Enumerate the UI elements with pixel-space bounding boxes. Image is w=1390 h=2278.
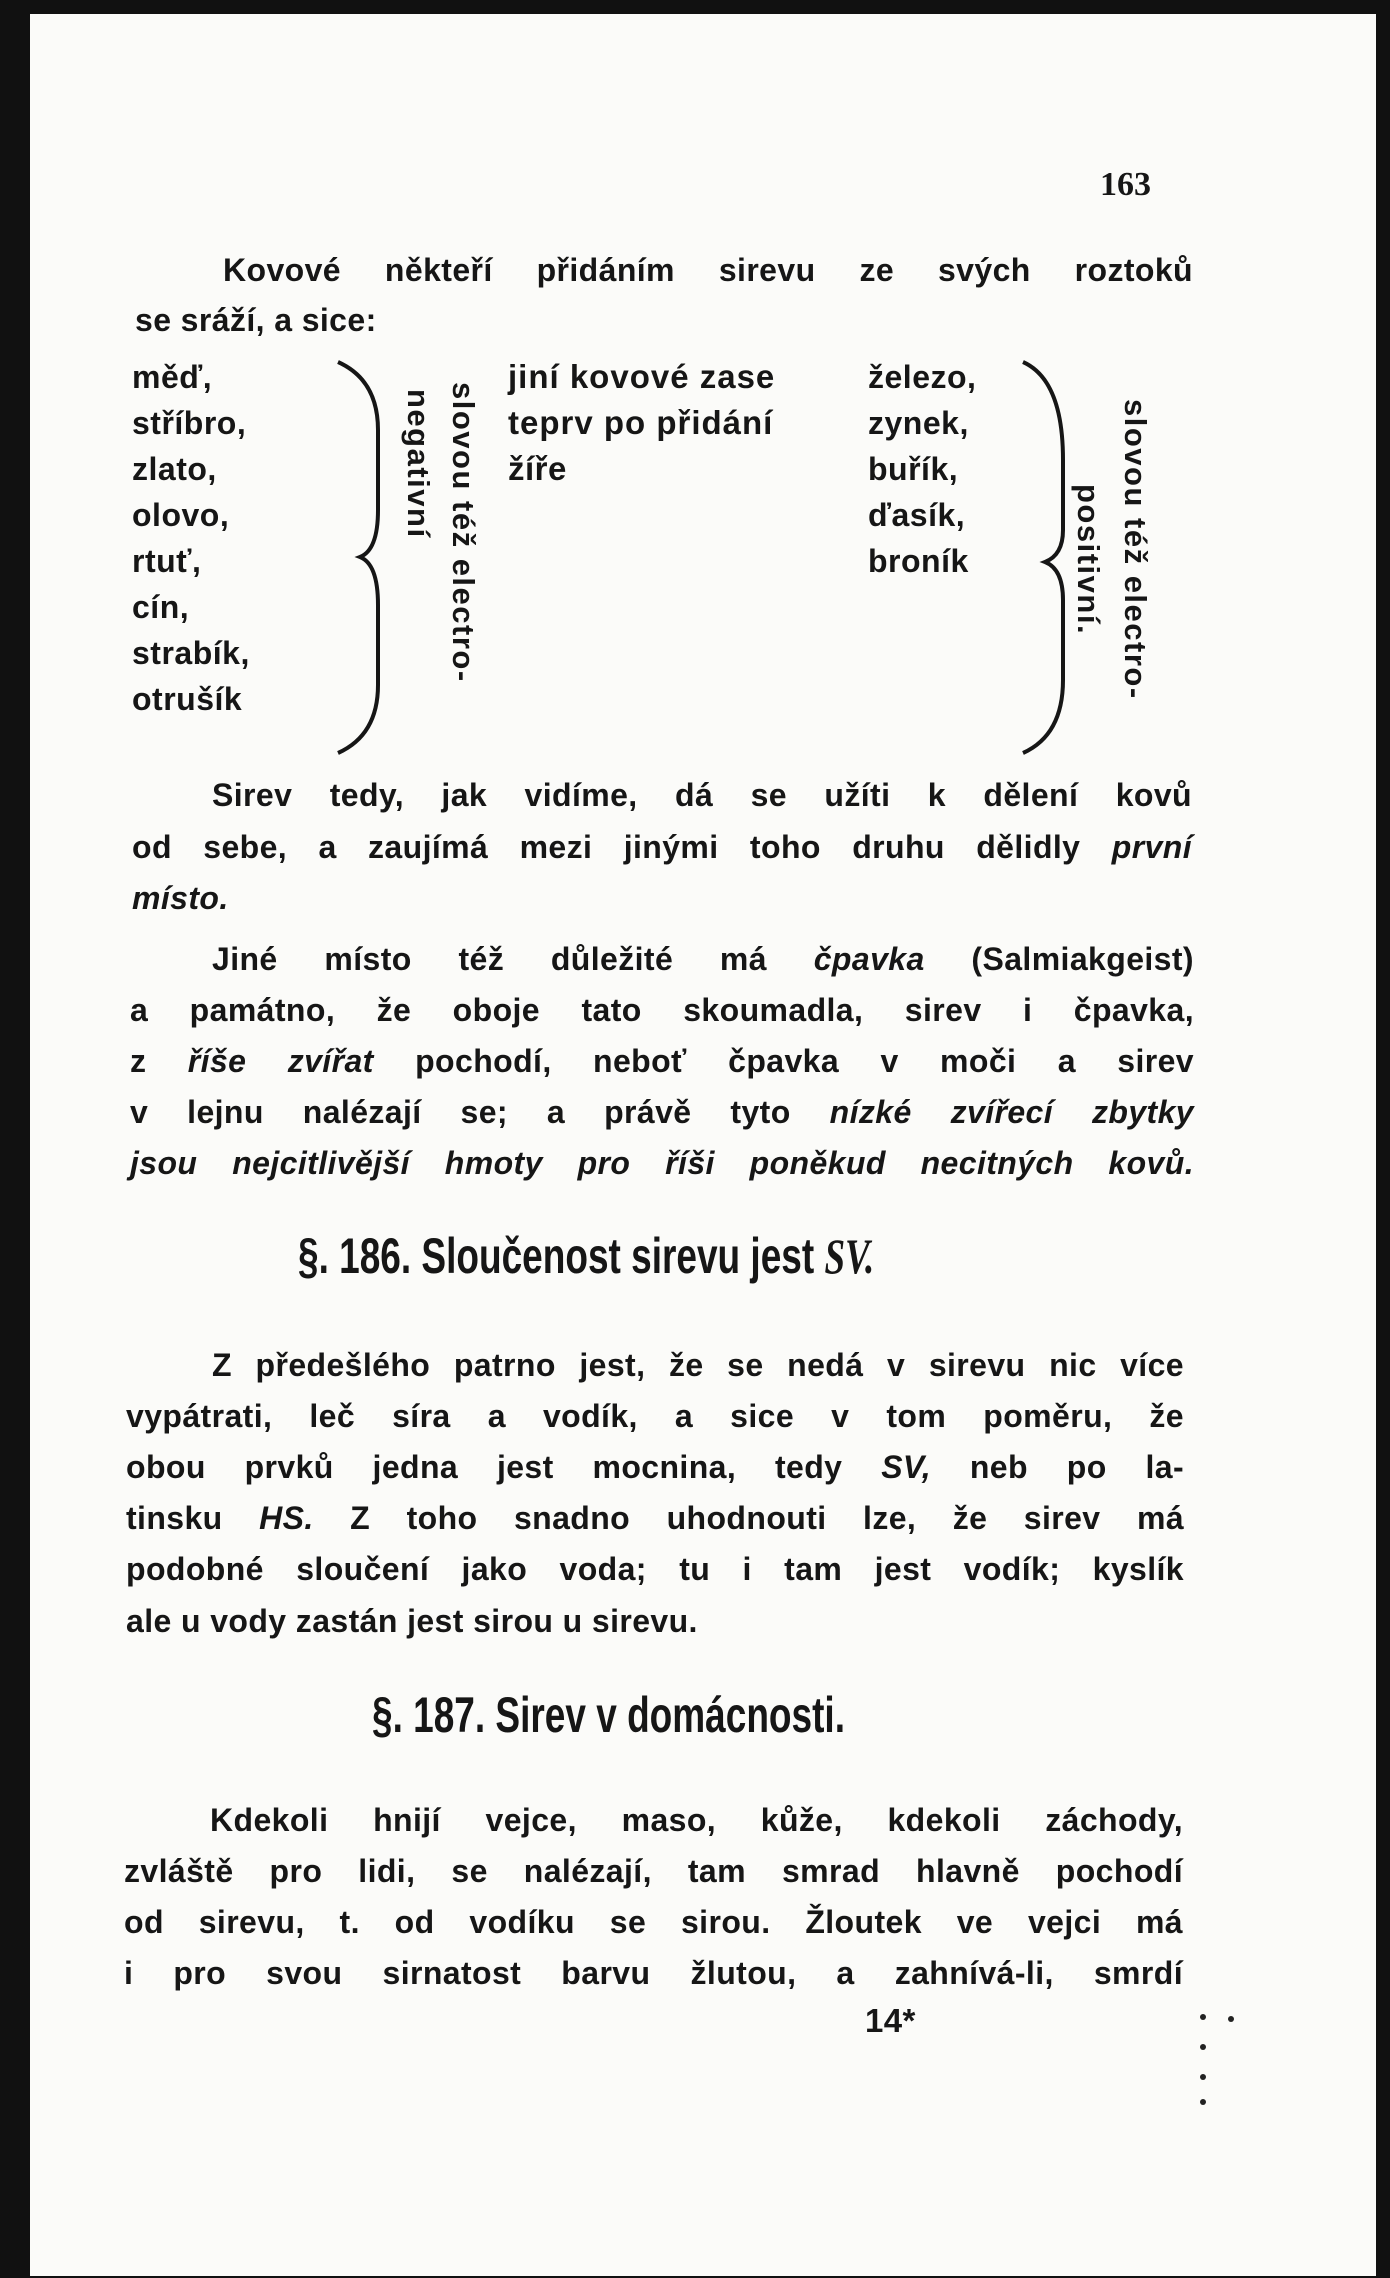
para2-line-1-text: Jiné místo též důležité má xyxy=(212,941,767,977)
book-page xyxy=(30,14,1376,2276)
para3-line-4-text-a: tinsku xyxy=(126,1500,223,1536)
para3-line-2: vypátrati, leč síra a vodík, a sice v tom poměru, že xyxy=(126,1398,1184,1434)
intro-line-1: Kovové někteří přidáním sirevu ze svých roztoků xyxy=(223,252,1193,288)
section-186-title: §. 186. Sloučenost sirevu jest xyxy=(298,1228,815,1284)
metal-item: zynek, xyxy=(868,405,969,441)
para4-line-3: od sirevu, t. od vodíku se sirou. Žloutek ve vejci má xyxy=(124,1904,1183,1940)
positive-label-positivni: positivní. xyxy=(1071,484,1106,636)
metal-item: železo, xyxy=(868,359,977,395)
speck xyxy=(1200,2099,1206,2105)
middle-note-line-1: jiní kovové zase xyxy=(508,358,776,395)
para3-line-3-text-b: neb po la- xyxy=(969,1449,1184,1485)
negative-metals-list xyxy=(132,354,250,722)
negative-label-electro: slovou též electro- xyxy=(446,382,481,683)
para4-line-4: i pro svou sirnatost barvu žlutou, a zahnívá-li, smrdí xyxy=(124,1955,1183,1991)
metal-item: strabík, xyxy=(132,635,250,671)
page-number: 163 xyxy=(1100,166,1151,203)
section-186-heading xyxy=(298,1227,874,1285)
negative-label-negativni: negativní xyxy=(401,389,436,539)
para2-line-4-text: v lejnu nalézají se; a právě tyto xyxy=(130,1094,791,1130)
para1-line-1: Sirev tedy, jak vidíme, dá se užíti k dělení kovů xyxy=(212,777,1192,813)
section-187-heading: §. 187. Sirev v domácnosti. xyxy=(372,1687,845,1743)
para4-line-2: zvláště pro lidi, se nalézají, tam smrad hlavně pochodí xyxy=(124,1853,1183,1889)
negative-brace xyxy=(330,360,400,755)
metal-item: měď, xyxy=(132,359,213,395)
metal-item: otrušík xyxy=(132,681,243,717)
para1-line-3 xyxy=(132,880,229,917)
para2-line-4-italic: nízké zvířecí zbytky xyxy=(829,1094,1194,1130)
metal-item: buřík, xyxy=(868,451,959,487)
middle-note-line-3: žíře xyxy=(508,450,567,487)
para2-line-1-italic: čpavka xyxy=(813,941,925,977)
speck xyxy=(1200,2014,1206,2020)
para2-line-5-italic: jsou nejcitlivější hmoty pro říši poněkud necitných kovů. xyxy=(130,1145,1194,1181)
section-186-formula: SV. xyxy=(824,1228,875,1284)
signature-mark: 14* xyxy=(865,2002,916,2039)
positive-metals-list xyxy=(868,354,976,584)
intro-line-2: se sráží, a sice: xyxy=(135,302,377,338)
para3-line-4-text-b: Z toho snadno uhodnouti lze, že sirev má xyxy=(350,1500,1185,1536)
metal-item: ďasík, xyxy=(868,497,966,533)
para3-line-3-italic: SV, xyxy=(881,1449,932,1485)
para2-line-3 xyxy=(130,1043,1194,1080)
para1-line-2-italic: první xyxy=(1111,829,1192,865)
middle-note-line-2: teprv po přidání xyxy=(508,404,774,441)
para3-line-4-italic: HS. xyxy=(259,1500,314,1536)
positive-label-electro: slovou též electro- xyxy=(1118,399,1153,700)
para4-line-1: Kdekoli hnijí vejce, maso, kůže, kdekoli záchody, xyxy=(210,1802,1183,1838)
para2-line-3-italic: říše zvířat xyxy=(187,1043,374,1079)
para3-line-6: ale u vody zastán jest sirou u sirevu. xyxy=(126,1603,698,1639)
para2-line-1-german: (Salmiakgeist) xyxy=(971,941,1194,977)
para1-line-2-text: od sebe, a zaujímá mezi jinými toho druhu dělidly xyxy=(132,829,1081,865)
middle-note xyxy=(508,354,775,492)
para3-line-3 xyxy=(126,1449,1184,1486)
para1-line-2 xyxy=(132,829,1192,866)
metal-item: broník xyxy=(868,543,969,579)
speck xyxy=(1200,2074,1206,2080)
metal-item: cín, xyxy=(132,589,190,625)
para3-line-3-text-a: obou prvků jedna jest mocnina, tedy xyxy=(126,1449,843,1485)
para3-line-5: podobné sloučení jako voda; tu i tam jest vodík; kyslík xyxy=(126,1551,1184,1587)
speck xyxy=(1200,2044,1206,2050)
speck xyxy=(1228,2016,1234,2022)
para2-line-3-text-a: z xyxy=(130,1043,147,1079)
para2-line-5 xyxy=(130,1145,1194,1182)
para2-line-3-text-b: pochodí, neboť čpavka v moči a sirev xyxy=(415,1043,1195,1079)
para1-line-3-italic: místo. xyxy=(132,880,229,916)
metal-item: olovo, xyxy=(132,497,230,533)
metal-item: stříbro, xyxy=(132,405,247,441)
para3-line-1: Z předešlého patrno jest, že se nedá v sirevu nic více xyxy=(212,1347,1184,1383)
metal-item: zlato, xyxy=(132,451,217,487)
para2-line-2: a památno, že oboje tato skoumadla, sirev i čpavka, xyxy=(130,992,1194,1028)
para2-line-1 xyxy=(212,941,1194,978)
para3-line-4 xyxy=(126,1500,1184,1537)
metal-item: rtuť, xyxy=(132,543,202,579)
para2-line-4 xyxy=(130,1094,1194,1131)
